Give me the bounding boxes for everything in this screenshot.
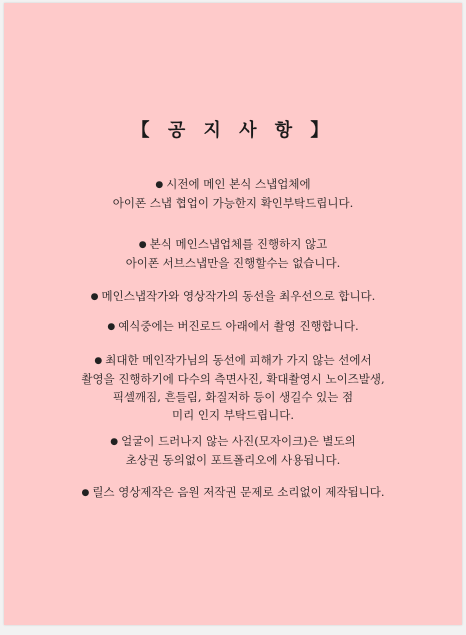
bullet-icon: ● [90, 292, 99, 302]
notice-line: 촬영을 진행하기에 다수의 측면사진, 확대촬영시 노이즈발생, [81, 372, 385, 386]
notice-text: 시전에 메인 본식 스냅업체에 [166, 177, 311, 191]
notice-text: 얼굴이 드러나지 않는 사진(모자이크)은 별도의 [121, 434, 356, 448]
notice-line: 아이폰 스냅 협업이 가능한지 확인부탁드립니다. [112, 196, 354, 210]
notice-item [4, 235, 462, 272]
bullet-icon: ● [110, 437, 119, 447]
notice-line: 픽셀깨짐, 흔들림, 화질저하 등이 생길수 있는 점 [112, 390, 354, 404]
notice-item [4, 432, 462, 469]
notice-line [4, 317, 462, 336]
notice-line [4, 287, 462, 306]
notice-page [4, 3, 462, 625]
notice-line [4, 432, 462, 451]
bullet-icon: ● [81, 488, 90, 498]
notice-line: 미리 인지 부탁드립니다. [171, 408, 295, 422]
notice-text: 본식 메인스냅업체를 진행하지 않고 [149, 237, 328, 251]
notice-line: 초상권 동의없이 포트폴리오에 사용됩니다. [125, 453, 341, 467]
notice-item [4, 175, 462, 212]
notice-item [4, 483, 462, 502]
notice-text: 메인스냅작가와 영상작가의 동선을 최우선으로 합니다. [101, 289, 376, 303]
notice-line [4, 483, 462, 502]
bullet-icon: ● [107, 322, 116, 332]
bullet-icon: ● [94, 356, 103, 366]
notice-line [4, 351, 462, 370]
notice-line [4, 235, 462, 254]
page-title: 【 공 지 사 항 】 [131, 120, 335, 141]
notice-line: 아이폰 서브스냅만을 진행할수는 없습니다. [125, 256, 341, 270]
notice-line [4, 175, 462, 194]
notice-text: 예식중에는 버진로드 아래에서 촬영 진행합니다. [118, 319, 359, 333]
notice-item [4, 317, 462, 336]
notice-text: 최대한 메인작가님의 동선에 피해가 가지 않는 선에서 [105, 353, 372, 367]
notice-text: 릴스 영상제작은 음원 저작권 문제로 소리없이 제작됩니다. [92, 485, 385, 499]
bullet-icon: ● [138, 240, 147, 250]
notice-item [4, 351, 462, 424]
bullet-icon: ● [155, 180, 164, 190]
notice-item [4, 287, 462, 306]
